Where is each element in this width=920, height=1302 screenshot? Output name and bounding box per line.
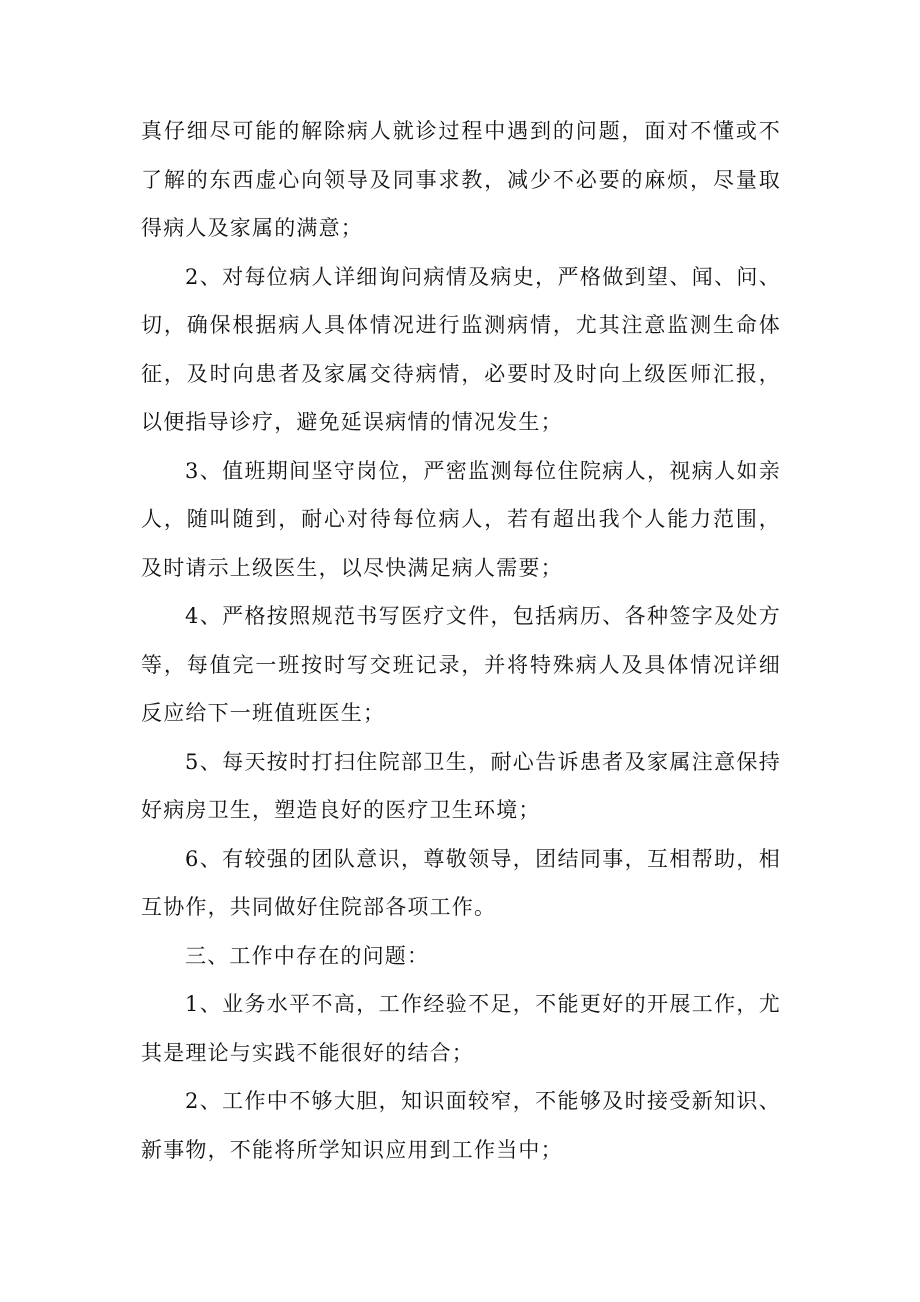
paragraph-item-6: 6、有较强的团队意识，尊敬领导，团结同事，互相帮助，相互协作，共同做好住院部各项工作。 [141,846,781,919]
document-body [141,107,781,1174]
paragraph-item-5: 5、每天按时打扫住院部卫生，耐心告诉患者及家属注意保持好病房卫生，塑造良好的医疗卫生环境； [141,749,781,822]
problem-item-1: 1、业务水平不高，工作经验不足，不能更好的开展工作，尤其是理论与实践不能很好的结合； [141,992,781,1065]
problem-item-2: 2、工作中不够大胆，知识面较窄，不能够及时接受新知识、新事物，不能将所学知识应用到工作当中； [141,1089,781,1162]
paragraph-continuation: 真仔细尽可能的解除病人就诊过程中遇到的问题，面对不懂或不了解的东西虚心向领导及同事求教，减少不必要的麻烦，尽量取得病人及家属的满意； [141,119,781,240]
paragraph-item-3: 3、值班期间坚守岗位，严密监测每位住院病人，视病人如亲人，随叫随到，耐心对待每位病人，若有超出我个人能力范围，及时请示上级医生，以尽快满足病人需要； [141,458,781,580]
section-heading-problems: 三、工作中存在的问题： [185,943,430,968]
paragraph-item-4: 4、严格按照规范书写医疗文件，包括病历、各种签字及处方等，每值完一班按时写交班记录，并将特殊病人及具体情况详细反应给下一班值班医生； [141,604,781,725]
paragraph-item-2: 2、对每位病人详细询问病情及病史，严格做到望、闻、问、切，确保根据病人具体情况进行监测病情，尤其注意监测生命体征，及时向患者及家属交待病情，必要时及时向上级医师汇报，以便指导诊疗，避免延误病情的情况发生； [141,264,781,434]
